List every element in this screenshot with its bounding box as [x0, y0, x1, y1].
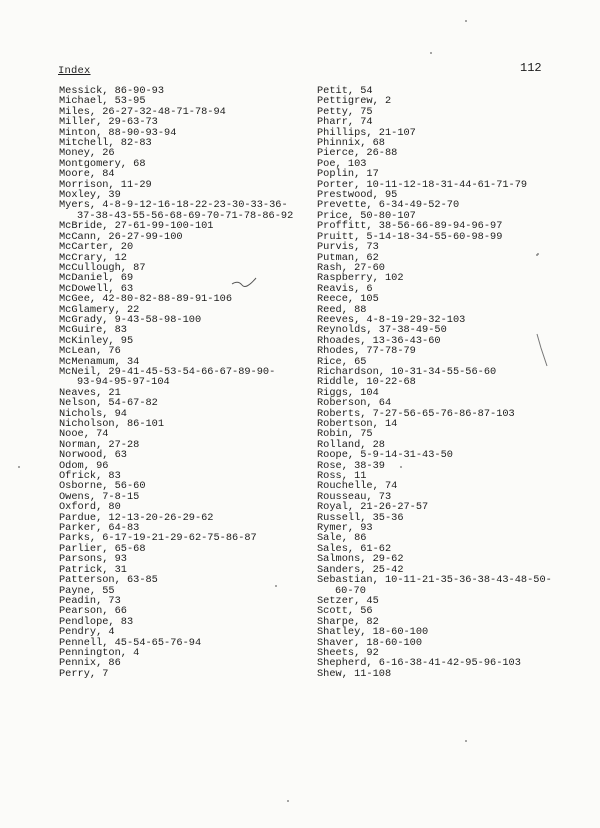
index-entry: Miles, 26-27-32-48-71-78-94 [59, 105, 226, 118]
index-entry: Money, 26 [59, 147, 115, 160]
index-entry: Montgomery, 68 [59, 157, 146, 170]
index-entry: Robertson, 14 [317, 418, 398, 430]
index-entry: Rice, 65 [317, 355, 367, 368]
index-entry: Reed, 88 [317, 303, 367, 316]
index-entry: Ross, 11 [317, 470, 367, 483]
index-entry: Parker, 64-83 [59, 522, 140, 535]
index-entry: Riggs, 104 [317, 386, 379, 399]
index-entry: McNeil, 29-41-45-53-54-66-67-89-90- [59, 365, 276, 378]
index-entry: Shepherd, 6-16-38-41-42-95-96-103 [317, 657, 521, 670]
index-entry: Nelson, 54-67-82 [59, 397, 158, 410]
scan-speck [430, 52, 432, 54]
index-entry: Norwood, 63 [59, 449, 127, 462]
index-entry: 93-94-95-97-104 [77, 376, 170, 389]
index-entry: Prestwood, 95 [317, 189, 398, 202]
index-entry: Peadin, 73 [59, 594, 121, 607]
index-entry: Petit, 54 [317, 85, 373, 97]
index-entry: Ofrick, 83 [59, 470, 121, 483]
index-entry: Nicholson, 86-101 [59, 418, 165, 430]
index-entry: McLean, 76 [59, 345, 121, 358]
index-entry: Richardson, 10-31-34-55-56-60 [317, 365, 497, 378]
index-entry: Moxley, 39 [59, 189, 121, 202]
index-entry: Moore, 84 [59, 168, 115, 181]
index-entry: Putman, 62 [317, 251, 379, 264]
index-entry: Pardue, 12-13-20-26-29-62 [59, 511, 214, 524]
index-entry: Shew, 11-108 [317, 667, 392, 680]
index-entry: Roberts, 7-27-56-65-76-86-87-103 [317, 407, 515, 420]
index-entry: Phinnix, 68 [317, 137, 385, 150]
index-entry: McDaniel, 69 [59, 272, 134, 285]
index-entry: Salmons, 29-62 [317, 553, 404, 566]
index-entry: Phillips, 21-107 [317, 126, 416, 139]
scan-speck [536, 254, 538, 256]
index-entry: Osborne, 56-60 [59, 480, 146, 493]
index-entry: Parlier, 65-68 [59, 542, 146, 555]
index-entry: McDowell, 63 [59, 282, 134, 295]
index-entry: Rose, 38-39 [317, 459, 385, 472]
index-entry: Scott, 56 [317, 605, 373, 618]
index-entry: Patterson, 63-85 [59, 574, 158, 587]
index-entry: McGee, 42-80-82-88-89-91-106 [59, 293, 233, 306]
index-entry: Pierce, 26-88 [317, 147, 398, 160]
scan-speck [400, 466, 402, 468]
index-entry: McGrady, 9-43-58-98-100 [59, 313, 202, 326]
index-entry: Roberson, 64 [317, 397, 392, 410]
scan-speck [465, 740, 467, 742]
index-entry: Messick, 86-90-93 [59, 85, 165, 97]
index-entry: Reeves, 4-8-19-29-32-103 [317, 313, 466, 326]
index-entry: Pharr, 74 [317, 116, 373, 129]
index-entry: Riddle, 10-22-68 [317, 376, 416, 389]
index-entry: Poplin, 17 [317, 168, 379, 181]
index-entry: Roope, 5-9-14-31-43-50 [317, 449, 453, 462]
index-entry: Morrison, 11-29 [59, 178, 152, 191]
index-entry: Rouchelle, 74 [317, 480, 398, 493]
index-entry: Pennell, 45-54-65-76-94 [59, 636, 202, 649]
index-entry: McGuire, 83 [59, 324, 127, 337]
index-entry: Pennington, 4 [59, 646, 140, 659]
index-entry: Michael, 53-95 [59, 95, 146, 108]
pen-check-mark [230, 276, 260, 288]
index-entry: 37-38-43-55-56-68-69-70-71-78-86-92 [77, 209, 294, 222]
scan-speck [287, 800, 289, 802]
scan-speck [275, 585, 277, 587]
index-entry: Purvis, 73 [317, 241, 379, 254]
index-heading: Index [58, 65, 91, 77]
index-entry: Shatley, 18-60-100 [317, 626, 429, 639]
index-entry: Russell, 35-36 [317, 511, 404, 524]
index-entry: Reece, 105 [317, 293, 379, 306]
index-entry: Proffitt, 38-56-66-89-94-96-97 [317, 220, 503, 233]
index-entry: Porter, 10-11-12-18-31-44-61-71-79 [317, 178, 528, 191]
index-entry: Shaver, 18-60-100 [317, 636, 423, 649]
index-entry: Sebastian, 10-11-21-35-36-38-43-48-50- [317, 574, 552, 587]
index-entry: Pendlope, 83 [59, 615, 134, 628]
index-entry: Pruitt, 5-14-18-34-55-60-98-99 [317, 230, 503, 243]
index-entry: Owens, 7-8-15 [59, 490, 140, 503]
index-entry: McGlamery, 22 [59, 303, 140, 316]
index-entry: Patrick, 31 [59, 563, 127, 576]
index-entry: Raspberry, 102 [317, 272, 404, 285]
pen-stroke-mark [535, 332, 549, 368]
index-entry: Pearson, 66 [59, 605, 127, 618]
index-entry: Reavis, 6 [317, 282, 373, 295]
index-entry: Norman, 27-28 [59, 438, 140, 451]
index-entry: Pennix, 86 [59, 657, 121, 670]
index-entry: McKinley, 95 [59, 334, 134, 347]
index-entry: Rhodes, 77-78-79 [317, 345, 416, 358]
index-entry: McMenamum, 34 [59, 355, 140, 368]
index-entry: Royal, 21-26-27-57 [317, 501, 429, 514]
index-entry: McCullough, 87 [59, 261, 146, 274]
scan-speck [18, 466, 20, 468]
index-entry: Sales, 61-62 [317, 542, 392, 555]
index-entry: Rolland, 28 [317, 438, 385, 451]
index-entry: Oxford, 80 [59, 501, 121, 514]
index-entry: Parks, 6-17-19-21-29-62-75-86-87 [59, 532, 257, 545]
index-entry: Prevette, 6-34-49-52-70 [317, 199, 460, 212]
index-entry: Sanders, 25-42 [317, 563, 404, 576]
index-entry: Sharpe, 82 [317, 615, 379, 628]
index-entry: Myers, 4-8-9-12-16-18-22-23-30-33-36- [59, 199, 288, 212]
index-entry: Odom, 96 [59, 459, 109, 472]
index-entry: Reynolds, 37-38-49-50 [317, 324, 447, 337]
index-entry: Payne, 55 [59, 584, 115, 597]
index-entry: Rash, 27-60 [317, 261, 385, 274]
scan-speck [465, 20, 467, 22]
index-entry: Price, 50-80-107 [317, 209, 416, 222]
index-entry: Rymer, 93 [317, 522, 373, 535]
index-entry: Nooe, 74 [59, 428, 109, 441]
index-entry: McBride, 27-61-99-100-101 [59, 220, 214, 233]
index-entry: Pettigrew, 2 [317, 95, 392, 108]
index-entry: Miller, 29-63-73 [59, 116, 158, 129]
index-entry: Sale, 86 [317, 532, 367, 545]
index-entry: Poe, 103 [317, 157, 367, 170]
page-number: 112 [520, 61, 542, 75]
index-entry: Neaves, 21 [59, 386, 121, 399]
index-entry: Setzer, 45 [317, 594, 379, 607]
index-entry: Robin, 75 [317, 428, 373, 441]
index-entry: Minton, 88-90-93-94 [59, 126, 177, 139]
index-entry: Petty, 75 [317, 105, 373, 118]
index-entry: Rousseau, 73 [317, 490, 392, 503]
index-entry: Rhoades, 13-36-43-60 [317, 334, 441, 347]
index-column-right [317, 86, 587, 679]
index-column-left [59, 86, 304, 679]
index-entry: McCarter, 20 [59, 241, 134, 254]
index-entry: Nichols, 94 [59, 407, 127, 420]
index-entry: 60-70 [335, 584, 366, 597]
index-entry: McCrary, 12 [59, 251, 127, 264]
index-entry: Perry, 7 [59, 667, 109, 680]
index-entry: Mitchell, 82-83 [59, 137, 152, 150]
index-entry: Parsons, 93 [59, 553, 127, 566]
index-entry: Pendry, 4 [59, 626, 115, 639]
index-entry: Sheets, 92 [317, 646, 379, 659]
index-entry: McCann, 26-27-99-100 [59, 230, 183, 243]
